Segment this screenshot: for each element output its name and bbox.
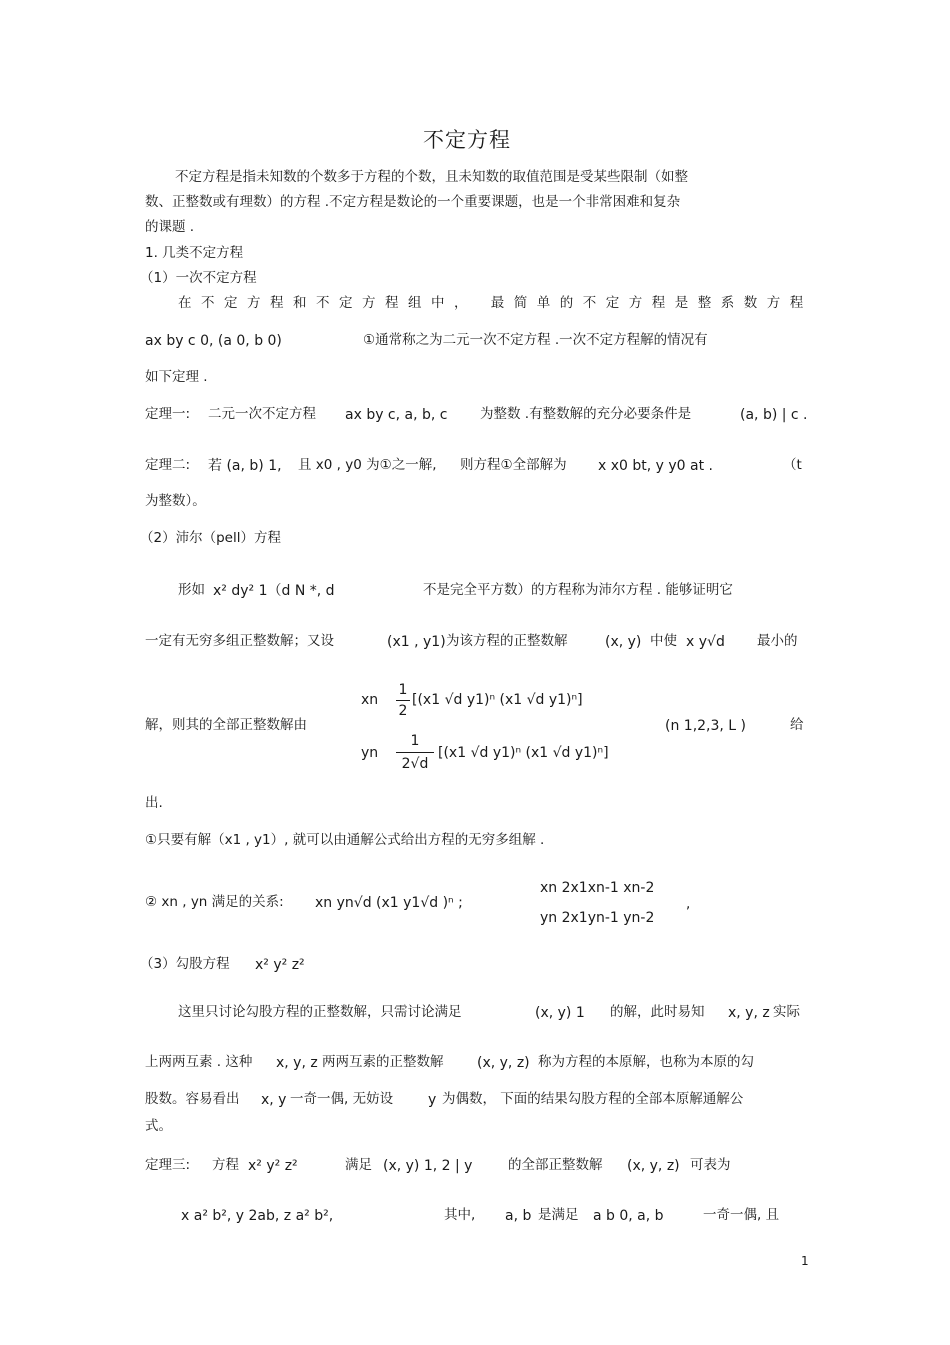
- formula-xn-expression: [(x1 √d y1)ⁿ (x1 √d y1)ⁿ]: [412, 692, 583, 708]
- theorem-3-equation-3: (x, y, z): [627, 1158, 680, 1174]
- pyth-text-2b: 两两互素的正整数解: [322, 1054, 444, 1070]
- pyth-eq-xyz: x, y, z: [728, 1005, 770, 1021]
- parametrization-text-c: 一奇一偶, 且: [703, 1207, 780, 1223]
- formula-yn-expression: [(x1 √d y1)ⁿ (x1 √d y1)ⁿ]: [438, 745, 609, 761]
- parametrization-eq-cond: a b 0, a, b: [593, 1208, 664, 1224]
- pyth-text-1a: 这里只讨论勾股方程的正整数解，只需讨论满足: [178, 1004, 462, 1020]
- fraction-2-denominator: 2√d: [401, 756, 429, 772]
- theorem-1-label: 定理一:: [145, 406, 191, 422]
- theorem-2-label: 定理二:: [145, 457, 191, 473]
- theorem-3-text-b: 满足: [345, 1157, 372, 1173]
- theorem-1-text-a: 二元一次不定方程: [208, 406, 316, 422]
- pell-eq-xy: (x, y): [605, 634, 642, 650]
- theorem-1-equation-2: (a, b) | c .: [740, 407, 808, 423]
- pell-equation: x² dy² 1（d N *, d: [213, 583, 335, 599]
- fraction-1-numerator: 1: [398, 682, 408, 698]
- recurrence-comma: ,: [686, 896, 691, 912]
- subsection-heading-2: （2）沛尔（pell）方程: [140, 530, 281, 546]
- page-number: 1: [801, 1254, 809, 1268]
- theorem-3-text-d: 可表为: [690, 1157, 731, 1173]
- pell-eq-min: x y√d: [686, 634, 725, 650]
- theorem-2-text-d: （t: [783, 457, 802, 473]
- theorem-3-equation: x² y² z²: [248, 1158, 298, 1174]
- pyth-eq-xyz-2: x, y, z: [276, 1055, 318, 1071]
- recurrence-yn: yn 2x1yn-1 yn-2: [540, 910, 655, 926]
- equation-linear: ax by c 0, (a 0, b 0): [145, 333, 282, 349]
- parametrization-text-a: 其中,: [444, 1207, 476, 1223]
- pyth-text-4: 式。: [145, 1118, 172, 1134]
- theorem-2-text-b: 且 x0 , y0 为①之一解,: [298, 457, 437, 473]
- paragraph-linear: 在不定方程和不定方程组中， 最简单的不定方程是整系数方程: [178, 295, 813, 311]
- pell-text-2a: 一定有无穷多组正整数解；又设: [145, 633, 334, 649]
- fraction-1-bar: [396, 700, 410, 701]
- pyth-eq-xy: x, y: [261, 1092, 287, 1108]
- theorem-2-text-a: 若 (a, b) 1,: [208, 458, 282, 474]
- theorem-1-text-b: 为整数 .有整数解的充分必要条件是: [480, 406, 692, 422]
- recurrence-xn: xn 2x1xn-1 xn-2: [540, 880, 655, 896]
- theorem-3-text-c: 的全部正整数解: [508, 1157, 603, 1173]
- pell-text-b: 不是完全平方数）的方程称为沛尔方程 . 能够证明它: [423, 582, 733, 598]
- intro-line-3: 的课题 .: [145, 219, 195, 235]
- theorem-2-equation: x x0 bt, y y0 at .: [598, 458, 714, 474]
- pell-eq-x1y1: (x1 , y1): [387, 634, 446, 650]
- pyth-text-1b: 的解，此时易知: [610, 1004, 705, 1020]
- fraction-2-bar: [396, 752, 434, 753]
- pyth-text-3a: 股数。容易看出: [145, 1091, 240, 1107]
- theorem-2-text-e: 为整数）。: [145, 493, 206, 509]
- subsection-heading-1: （1）一次不定方程: [140, 270, 257, 286]
- theorem-3-text-a: 方程: [212, 1157, 239, 1173]
- fraction-1-denominator: 2: [398, 703, 408, 719]
- pell-text-2c: 中使: [650, 633, 677, 649]
- pell-text-3a: 解，则其的全部正整数解由: [145, 717, 307, 733]
- pell-note-2-equation: xn yn√d (x1 y1√d )ⁿ ;: [315, 895, 463, 911]
- pyth-text-3b: 一奇一偶, 无妨设: [290, 1091, 394, 1107]
- pythagorean-equation: x² y² z²: [255, 957, 305, 973]
- pell-text-chu: 出.: [145, 795, 163, 811]
- paragraph-linear-cont: ①通常称之为二元一次不定方程 .一次不定方程解的情况有: [363, 332, 708, 348]
- fraction-2-numerator: 1: [410, 733, 420, 749]
- theorem-3-label: 定理三:: [145, 1157, 191, 1173]
- pell-note-1: ①只要有解（x1 , y1）, 就可以由通解公式给出方程的无穷多组解 .: [145, 832, 545, 848]
- pyth-text-1c: 实际: [773, 1004, 800, 1020]
- parametrization-text-b: 是满足: [538, 1207, 579, 1223]
- pyth-text-3c: 为偶数， 下面的结果勾股方程的全部本原解通解公: [442, 1091, 744, 1107]
- pell-text-gei: 给: [790, 717, 804, 733]
- subsection-heading-3: （3）勾股方程: [140, 956, 230, 972]
- pyth-eq-y: y: [428, 1092, 437, 1108]
- formula-range: (n 1,2,3, L ): [665, 718, 747, 734]
- pyth-eq-gcd: (x, y) 1: [535, 1005, 585, 1021]
- pell-note-2-label: ② xn , yn 满足的关系:: [145, 894, 284, 910]
- pell-text-2b: 为该方程的正整数解: [446, 633, 568, 649]
- paragraph-linear-end: 如下定理 .: [145, 369, 208, 385]
- pyth-text-2a: 上两两互素 . 这种: [145, 1054, 253, 1070]
- section-heading: 1. 几类不定方程: [145, 245, 244, 261]
- parametrization-eq-ab: a, b: [505, 1208, 532, 1224]
- pyth-eq-xyz-3: (x, y, z): [477, 1055, 530, 1071]
- page-title: 不定方程: [423, 128, 511, 152]
- pell-text-a: 形如: [178, 582, 205, 598]
- theorem-3-equation-2: (x, y) 1, 2 | y: [383, 1158, 473, 1174]
- theorem-1-equation: ax by c, a, b, c: [345, 407, 448, 423]
- formula-yn-label: yn: [361, 745, 379, 761]
- pyth-text-2c: 称为方程的本原解，也称为本原的勾: [538, 1054, 754, 1070]
- pell-text-2d: 最小的: [757, 633, 798, 649]
- formula-xn-label: xn: [361, 692, 379, 708]
- intro-line-2: 数、正整数或有理数）的方程 .不定方程是数论的一个重要课题，也是一个非常困难和复杂: [145, 194, 681, 210]
- theorem-2-text-c: 则方程①全部解为: [460, 457, 567, 473]
- parametrization-equation: x a² b², y 2ab, z a² b²,: [181, 1208, 334, 1224]
- intro-line-1: 不定方程是指未知数的个数多于方程的个数，且未知数的取值范围是受某些限制（如整: [175, 169, 688, 185]
